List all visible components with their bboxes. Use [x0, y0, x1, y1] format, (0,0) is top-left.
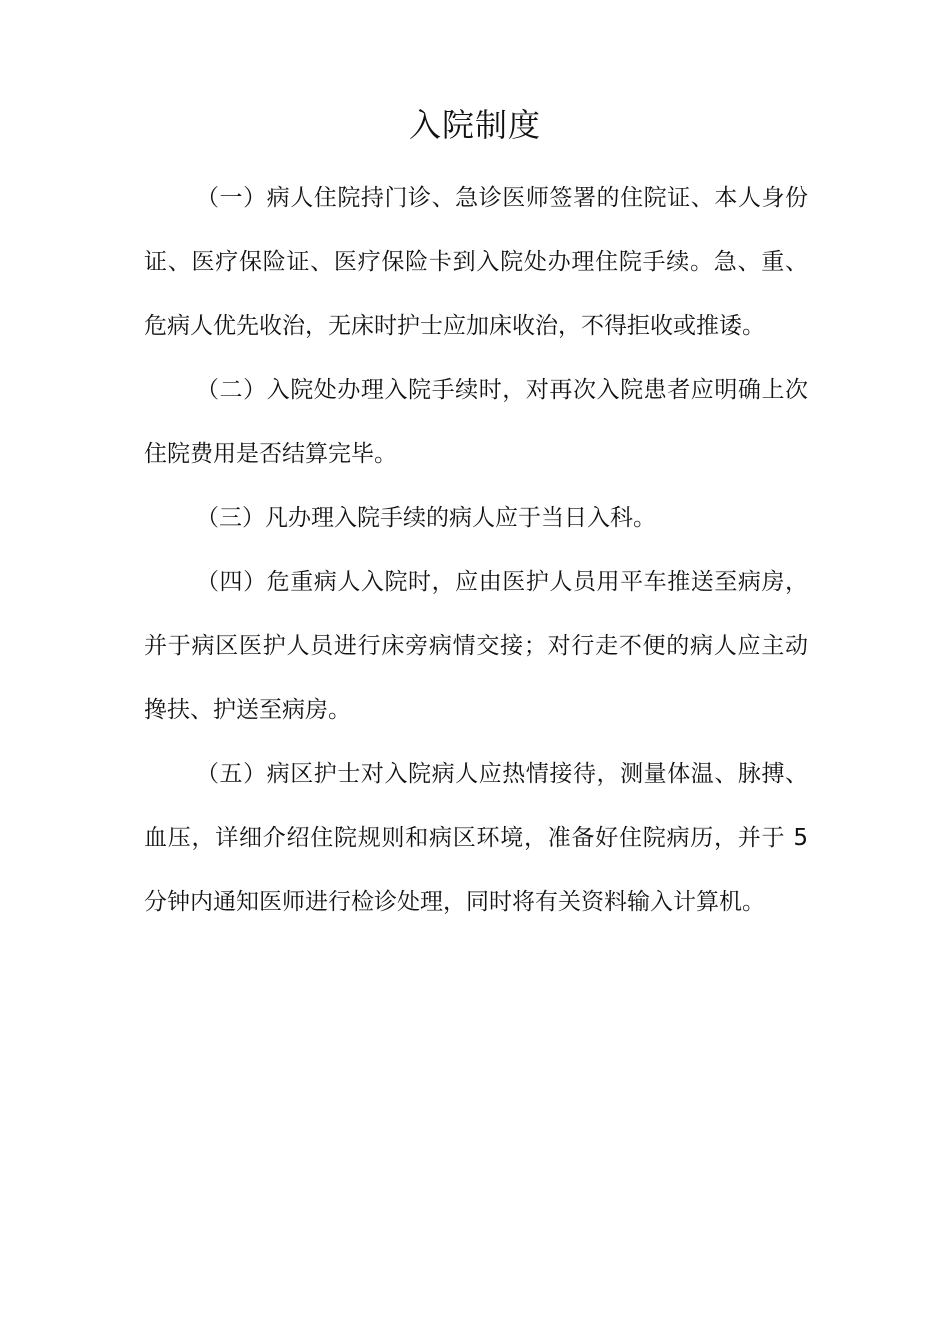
paragraph-3: （三）凡办理入院手续的病人应于当日入科。: [196, 505, 656, 531]
paragraph-4: （四）危重病人入院时，应由医护人员用平车推送至病房，并于病区医护人员进行床旁病情交接；对行走不便的病人应主动搀扶、护送至病房。: [144, 569, 808, 723]
paragraph-5: （五）病区护士对入院病人应热情接待，测量体温、脉搏、血压，详细介绍住院规则和病区环境，准备好住院病历，并于 5 分钟内通知医师进行检诊处理，同时将有关资料输入计算机。: [144, 761, 808, 915]
document-title: 入院制度: [408, 106, 541, 144]
paragraph-2: （二）入院处办理入院手续时，对再次入院患者应明确上次住院费用是否结算完毕。: [144, 377, 808, 467]
document-body: [144, 166, 808, 934]
paragraph-1: （一）病人住院持门诊、急诊医师签署的住院证、本人身份证、医疗保险证、医疗保险卡到入院处办理住院手续。急、重、危病人优先收治，无床时护士应加床收治，不得拒收或推诿。: [144, 185, 808, 339]
